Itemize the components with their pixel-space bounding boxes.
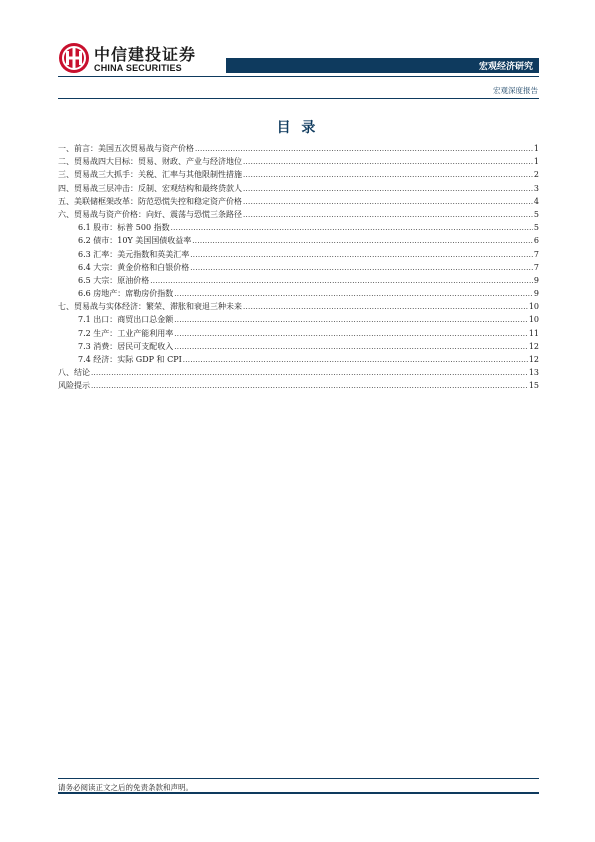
toc-entry-page: 2 [533,170,539,180]
toc-entry-label: 一、前言：美国五次贸易战与资产价格 [58,144,194,153]
toc-leader-dots [174,314,528,327]
toc-entry-page: 9 [533,289,539,299]
toc-entry-page: 5 [533,223,539,233]
toc-entry-label: 八、结论 [58,368,90,378]
toc-entry-page: 11 [528,328,539,338]
toc-entry-page: 10 [528,302,539,312]
header-section-bar [226,58,539,73]
toc-entry-label: 6.5 大宗：原油价格 [78,275,150,285]
toc-entry-label: 6.2 债市：10Y 美国国债收益率 [78,236,192,246]
sub-header-divider [58,98,539,99]
toc-entry[interactable] [58,353,539,366]
toc-leader-dots [190,262,533,275]
toc-entry-label: 七、贸易战与实体经济：繁荣、滞胀和衰退三种未来 [58,302,242,312]
toc-entry-label: 五、美联储框架改革：防范恐慌失控和稳定资产价格 [58,196,242,206]
toc-entry-page: 1 [533,157,539,167]
section-label: 宏观经济研究 [478,62,533,72]
toc-entry[interactable] [58,261,539,274]
toc-entry[interactable] [58,234,539,247]
citic-securities-logo-icon [58,42,90,74]
toc-entry-page: 9 [533,275,539,285]
toc-entry-label: 风险提示 [58,381,90,391]
toc-leader-dots [243,301,528,314]
toc-entry-label: 二、贸易战四大目标：贸易、财政、产业与经济地位 [58,157,242,167]
toc-entry-page: 13 [528,368,539,378]
toc-leader-dots [174,328,528,341]
footer-disclaimer: 请务必阅读正文之后的免责条款和声明。 [58,783,193,792]
toc-entry[interactable] [58,182,539,195]
toc-entry-page: 6 [533,236,539,246]
toc-entry-page: 15 [528,381,539,391]
toc-entry-label: 7.2 生产：工业产能利用率 [78,328,174,338]
toc-entry[interactable] [58,313,539,326]
toc-leader-dots [91,380,528,393]
toc-leader-dots [192,235,533,248]
toc-leader-dots [91,367,528,380]
toc-entry[interactable] [58,208,539,221]
toc-leader-dots [150,275,533,288]
toc-entry-page: 12 [528,355,539,364]
toc-entry-label: 6.3 汇率：美元指数和英美汇率 [78,249,190,259]
toc-entry[interactable] [58,195,539,208]
toc-leader-dots [171,222,533,235]
toc-entry-page: 5 [533,209,539,219]
footer-bar [58,792,539,794]
toc-leader-dots [243,156,533,169]
toc-entry-page: 12 [528,341,539,351]
toc-entry-page: 3 [533,183,539,193]
toc-entry-label: 7.4 经济：实际 GDP 和 CPI [78,355,182,364]
toc-entry[interactable] [58,155,539,168]
logo-english-name: CHINA SECURITIES [94,63,182,73]
toc-leader-dots [174,341,528,354]
toc-entry-label: 6.4 大宗：黄金价格和白银价格 [78,262,190,272]
toc-entry-label: 6.1 股市：标普 500 指数 [78,223,170,233]
toc-entry[interactable] [58,142,539,155]
toc-entry[interactable] [58,379,539,392]
footer-divider [58,778,539,779]
toc-entry-label: 三、贸易战三大抓手：关税、汇率与其他限制性措施 [58,170,242,180]
toc-entry-label: 7.1 出口：商贸出口总金额 [78,315,174,325]
toc-leader-dots [243,169,533,182]
table-of-contents [58,142,539,393]
toc-leader-dots [195,143,533,156]
toc-entry[interactable] [58,300,539,313]
toc-entry-page: 7 [533,262,539,272]
header-divider [58,76,539,77]
toc-entry[interactable] [58,327,539,340]
toc-entry[interactable] [58,168,539,181]
toc-entry[interactable] [58,274,539,287]
toc-entry[interactable] [58,221,539,234]
toc-entry[interactable] [58,287,539,300]
toc-entry-label: 7.3 消费：居民可支配收入 [78,341,174,351]
toc-title: 目 录 [276,120,319,136]
toc-entry-page: 1 [533,144,539,153]
toc-leader-dots [183,354,528,367]
toc-leader-dots [243,209,533,222]
toc-entry[interactable] [58,366,539,379]
toc-entry-label: 六、贸易战与资产价格：向好、震荡与恐慌三条路径 [58,209,242,219]
logo-chinese-name: 中信建投证券 [94,45,197,64]
toc-entry-page: 10 [528,315,539,325]
toc-entry-label: 四、贸易战三层冲击：反制、宏观结构和最终贷款人 [58,183,242,193]
toc-entry[interactable] [58,248,539,261]
toc-entry-label: 6.6 房地产：席勒房价指数 [78,289,174,299]
toc-leader-dots [190,249,533,262]
toc-entry[interactable] [58,340,539,353]
toc-leader-dots [243,183,533,196]
toc-leader-dots [243,196,533,209]
toc-entry-page: 7 [533,249,539,259]
toc-entry-page: 4 [533,196,539,206]
report-type-label: 宏观深度报告 [493,86,538,95]
